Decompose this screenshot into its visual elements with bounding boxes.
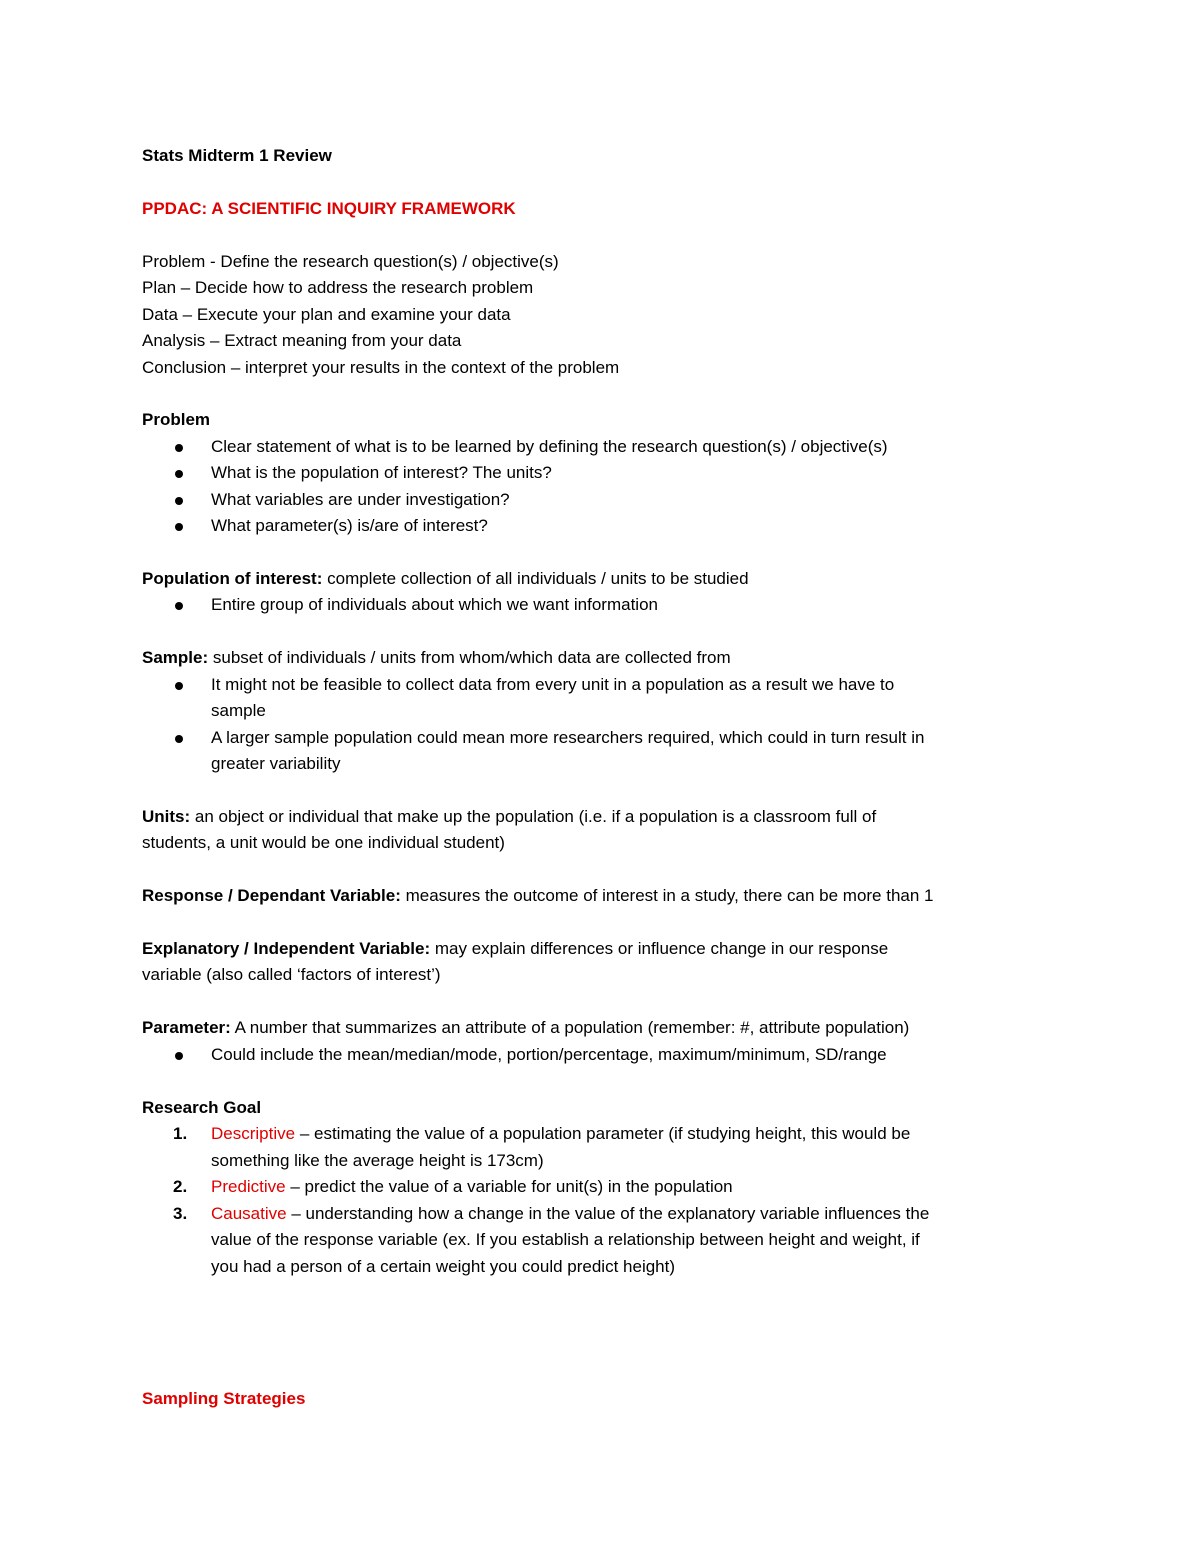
list-number: 3.: [173, 1204, 188, 1223]
ppdac-step-analysis: Analysis – Extract meaning from your data: [142, 331, 462, 350]
problem-bullet: What parameter(s) is/are of interest?: [211, 516, 488, 535]
ppdac-step-conclusion: Conclusion – interpret your results in the context of the problem: [142, 358, 620, 377]
list-number: 1.: [173, 1124, 188, 1143]
problem-bullet: What is the population of interest? The units?: [211, 463, 552, 482]
research-goal-descriptive: Descriptive – estimating the value of a population parameter (if studying height, this would be: [211, 1124, 911, 1143]
problem-heading: Problem: [142, 410, 211, 429]
population-definition: Population of interest: complete collection of all individuals / units to be studied: [142, 569, 749, 588]
response-variable-definition: Response / Dependant Variable: measures the outcome of interest in a study, there can be more than 1: [142, 886, 934, 905]
bullet-icon: [175, 523, 183, 531]
sampling-strategies-heading: Sampling Strategies: [142, 1389, 306, 1408]
research-goal-continuation: you had a person of a certain weight you could predict height): [211, 1257, 676, 1276]
bullet-icon: [175, 497, 183, 505]
research-goal-predictive: Predictive – predict the value of a variable for unit(s) in the population: [211, 1177, 733, 1196]
list-number: 2.: [173, 1177, 188, 1196]
research-goal-causative: Causative – understanding how a change in the value of the explanatory variable influences the: [211, 1204, 930, 1223]
ppdac-step-problem: Problem - Define the research question(s) / objective(s): [142, 252, 559, 271]
ppdac-heading: PPDAC: A SCIENTIFIC INQUIRY FRAMEWORK: [142, 199, 516, 218]
problem-bullet: Clear statement of what is to be learned by defining the research question(s) / objective(s): [211, 437, 888, 456]
sample-definition: Sample: subset of individuals / units from whom/which data are collected from: [142, 648, 731, 667]
explanatory-definition-continuation: variable (also called ‘factors of interest’): [142, 965, 441, 984]
bullet-icon: [175, 682, 183, 690]
explanatory-variable-definition: Explanatory / Independent Variable: may explain differences or influence change in our response: [142, 939, 889, 958]
bullet-icon: [175, 1052, 183, 1060]
ppdac-step-plan: Plan – Decide how to address the research problem: [142, 278, 534, 297]
document-title: Stats Midterm 1 Review: [142, 146, 332, 165]
bullet-icon: [175, 602, 183, 610]
ppdac-step-data: Data – Execute your plan and examine your data: [142, 305, 511, 324]
units-definition: Units: an object or individual that make up the population (i.e. if a population is a classroom full of: [142, 807, 877, 826]
bullet-icon: [175, 444, 183, 452]
research-goal-continuation: value of the response variable (ex. If you establish a relationship between height and weight, if: [211, 1230, 920, 1249]
units-definition-continuation: students, a unit would be one individual student): [142, 833, 505, 852]
research-goal-heading: Research Goal: [142, 1098, 262, 1117]
research-goal-continuation: something like the average height is 173cm): [211, 1151, 544, 1170]
problem-bullet: What variables are under investigation?: [211, 490, 510, 509]
population-bullet: Entire group of individuals about which we want information: [211, 595, 658, 614]
sample-bullet-line: It might not be feasible to collect data from every unit in a population as a result we have to: [211, 675, 895, 694]
parameter-bullet: Could include the mean/median/mode, portion/percentage, maximum/minimum, SD/range: [211, 1045, 887, 1064]
sample-bullet-continuation: sample: [211, 701, 266, 720]
sample-bullet-line: A larger sample population could mean more researchers required, which could in turn result in: [211, 728, 925, 747]
sample-bullet-continuation: greater variability: [211, 754, 341, 773]
bullet-icon: [175, 470, 183, 478]
parameter-definition: Parameter: A number that summarizes an attribute of a population (remember: #, attribute population): [142, 1018, 910, 1037]
bullet-icon: [175, 735, 183, 743]
